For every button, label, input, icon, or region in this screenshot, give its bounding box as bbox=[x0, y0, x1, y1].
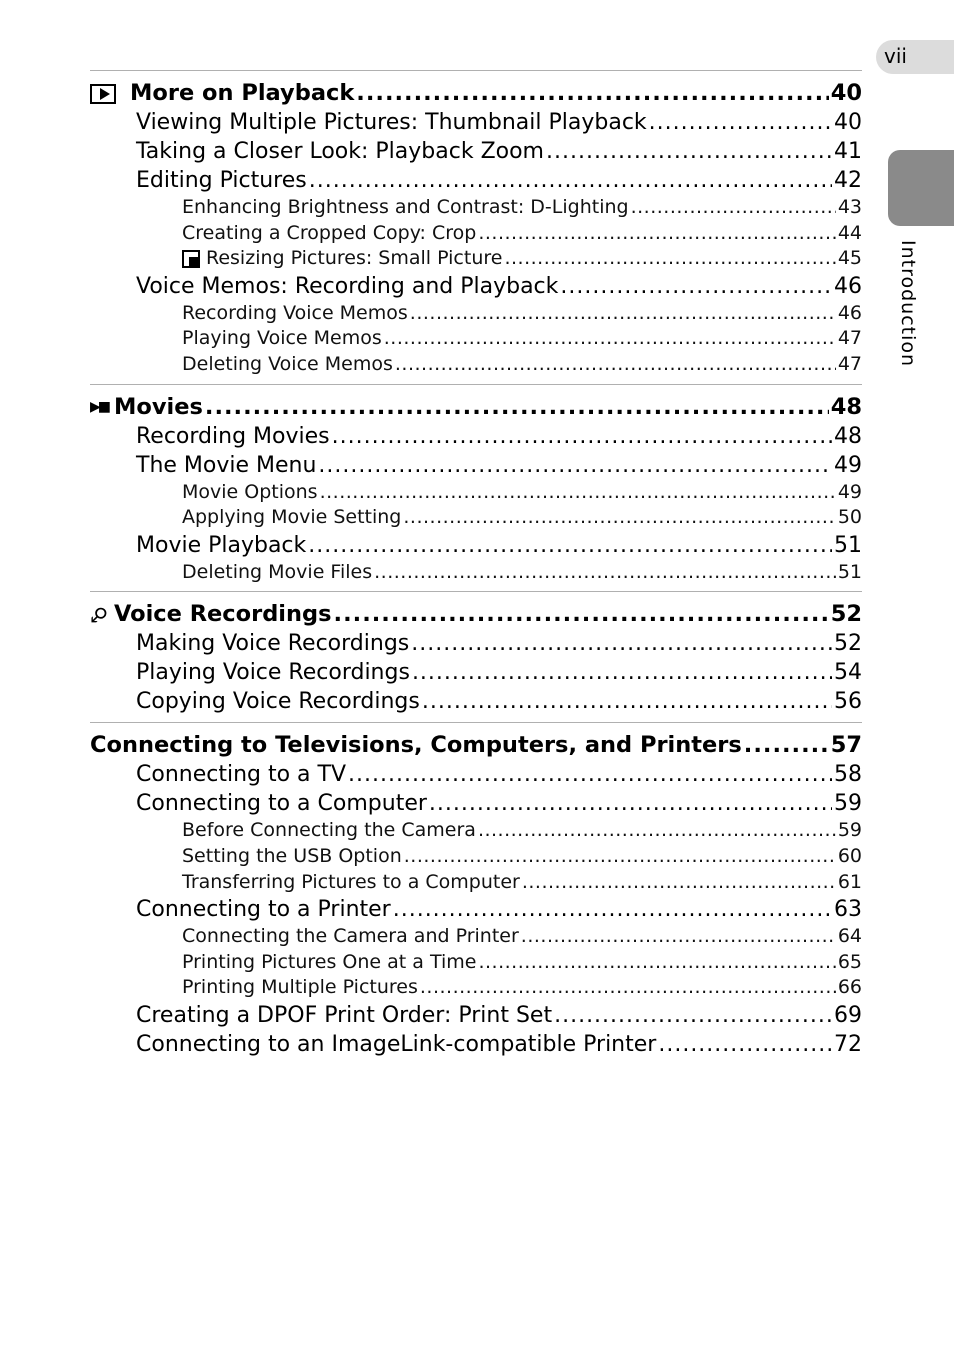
toc-entry[interactable] bbox=[90, 760, 862, 789]
toc-entry-title bbox=[182, 560, 372, 586]
toc-entry-title bbox=[182, 818, 476, 844]
toc-entry-text: Before Connecting the Camera bbox=[182, 819, 476, 842]
toc-page-number: 52 bbox=[830, 601, 862, 628]
leader-dots bbox=[412, 658, 832, 687]
page-number: vii bbox=[884, 44, 907, 68]
leader-dots bbox=[403, 505, 835, 531]
leader-dots bbox=[554, 1001, 832, 1030]
toc-page-number: 69 bbox=[834, 1002, 862, 1028]
toc-page-number: 56 bbox=[834, 689, 862, 715]
toc-page-number: 59 bbox=[837, 819, 862, 842]
leader-dots bbox=[420, 975, 836, 1001]
toc-entry[interactable] bbox=[90, 246, 862, 272]
toc-page-number: 46 bbox=[834, 273, 862, 299]
toc-entry-title bbox=[136, 272, 558, 301]
leader-dots bbox=[320, 480, 836, 506]
toc-chapter-entry[interactable] bbox=[90, 393, 862, 422]
toc-entry[interactable] bbox=[90, 451, 862, 480]
leader-dots bbox=[205, 393, 829, 422]
leader-dots bbox=[478, 221, 835, 247]
toc-entry-text: Movie Options bbox=[182, 480, 318, 503]
toc-entry-title bbox=[136, 166, 307, 195]
toc-entry-text: Movie Playback bbox=[136, 532, 307, 558]
toc-entry-title bbox=[182, 326, 382, 352]
toc-entry-text: The Movie Menu bbox=[136, 452, 317, 478]
toc-page-number: 64 bbox=[837, 925, 862, 948]
leader-dots bbox=[744, 731, 829, 760]
toc-entry-title bbox=[182, 975, 418, 1001]
leader-dots bbox=[393, 895, 832, 924]
leader-dots bbox=[309, 166, 832, 195]
toc-section bbox=[90, 384, 862, 592]
toc-entry-title bbox=[136, 451, 316, 480]
toc-entry[interactable] bbox=[90, 352, 862, 378]
toc-entry-title bbox=[182, 246, 502, 272]
toc-entry-title bbox=[136, 531, 306, 560]
leader-dots bbox=[332, 422, 832, 451]
toc-page-number: 44 bbox=[837, 221, 862, 244]
movie-camera-icon: ▶■ bbox=[90, 399, 108, 416]
leader-dots bbox=[308, 531, 832, 560]
toc-entry[interactable] bbox=[90, 560, 862, 586]
toc-entry-text: Copying Voice Recordings bbox=[136, 689, 420, 715]
leader-dots bbox=[522, 870, 836, 896]
toc-entry-text: Voice Recordings bbox=[113, 601, 332, 628]
toc-entry[interactable] bbox=[90, 1030, 862, 1059]
toc-page-number: 72 bbox=[834, 1031, 862, 1057]
leader-dots bbox=[546, 137, 832, 166]
toc-section bbox=[90, 591, 862, 722]
toc-entry[interactable] bbox=[90, 924, 862, 950]
toc-page-number: 47 bbox=[837, 352, 862, 375]
toc-entry[interactable] bbox=[90, 950, 862, 976]
toc-entry-title bbox=[182, 870, 520, 896]
toc-page-number: 49 bbox=[837, 480, 862, 503]
chapter-tab bbox=[888, 150, 954, 226]
toc-entry[interactable] bbox=[90, 272, 862, 301]
toc-page-number: 57 bbox=[830, 732, 862, 759]
toc-entry-title bbox=[136, 895, 391, 924]
toc-entry-title bbox=[90, 393, 203, 422]
toc-entry-text: Deleting Movie Files bbox=[182, 560, 373, 583]
toc-entry-text: Creating a Cropped Copy: Crop bbox=[182, 221, 477, 244]
toc-section bbox=[90, 70, 862, 384]
toc-page-number: 45 bbox=[837, 247, 862, 270]
toc-page-number: 46 bbox=[837, 301, 862, 324]
leader-dots bbox=[374, 560, 836, 586]
toc-entry-text: Recording Movies bbox=[136, 423, 330, 449]
toc-entry-text: Voice Memos: Recording and Playback bbox=[136, 273, 559, 299]
toc-entry-text: Deleting Voice Memos bbox=[182, 352, 393, 375]
toc-entry-title bbox=[182, 195, 629, 221]
leader-dots bbox=[429, 789, 832, 818]
leader-dots bbox=[521, 924, 836, 950]
toc-entry-text: Editing Pictures bbox=[136, 168, 307, 193]
leader-dots bbox=[384, 326, 836, 352]
toc-page-number: 51 bbox=[837, 560, 862, 583]
toc-entry-text: Connecting the Camera and Printer bbox=[182, 925, 519, 948]
toc-page-number: 48 bbox=[830, 393, 862, 420]
toc-entry[interactable] bbox=[90, 195, 862, 221]
chapter-tab-label: Introduction bbox=[897, 240, 919, 368]
toc-entry-title bbox=[90, 79, 354, 108]
toc-page-number: 40 bbox=[834, 110, 862, 135]
toc-page-number: 54 bbox=[834, 660, 862, 686]
toc-entry-text: Printing Multiple Pictures bbox=[182, 976, 418, 999]
toc-entry-title bbox=[182, 924, 519, 950]
toc-entry-title bbox=[136, 760, 346, 789]
toc-entry-title bbox=[136, 422, 330, 451]
toc-page-number: 49 bbox=[834, 452, 862, 478]
toc-entry-text: Connecting to a TV bbox=[136, 762, 347, 788]
toc-page-number: 48 bbox=[834, 423, 862, 449]
toc-entry-title bbox=[136, 137, 544, 166]
toc-entry[interactable] bbox=[90, 789, 862, 818]
toc-entry-text: Resizing Pictures: Small Picture bbox=[206, 247, 503, 270]
toc-entry[interactable] bbox=[90, 326, 862, 352]
toc-entry[interactable] bbox=[90, 505, 862, 531]
toc-entry-title bbox=[136, 108, 647, 137]
toc-entry-text: Enhancing Brightness and Contrast: D-Lighting bbox=[182, 196, 629, 218]
leader-dots bbox=[411, 629, 832, 658]
toc-entry-text: More on Playback bbox=[130, 80, 355, 106]
toc-entry-title bbox=[136, 1001, 552, 1030]
toc-entry[interactable] bbox=[90, 221, 862, 247]
toc-entry-title bbox=[136, 789, 427, 818]
toc-entry[interactable] bbox=[90, 687, 862, 716]
toc-entry-text: Connecting to an ImageLink-compatible Printer bbox=[136, 1031, 657, 1057]
toc-page-number: 58 bbox=[834, 762, 862, 788]
toc-entry[interactable] bbox=[90, 422, 862, 451]
leader-dots bbox=[334, 600, 829, 629]
leader-dots bbox=[478, 950, 835, 976]
play-icon bbox=[90, 84, 116, 104]
toc-page-number: 65 bbox=[837, 950, 862, 973]
toc-page-number: 43 bbox=[837, 196, 862, 218]
toc-chapter-entry[interactable] bbox=[90, 731, 862, 760]
table-of-contents bbox=[90, 70, 862, 1065]
toc-section bbox=[90, 722, 862, 1065]
small-picture-icon bbox=[182, 250, 200, 268]
toc-entry[interactable] bbox=[90, 818, 862, 844]
leader-dots bbox=[410, 301, 836, 327]
toc-entry[interactable] bbox=[90, 301, 862, 327]
toc-entry-title bbox=[182, 352, 393, 378]
toc-page-number: 42 bbox=[834, 168, 862, 193]
toc-entry[interactable] bbox=[90, 166, 862, 195]
leader-dots bbox=[631, 195, 836, 221]
microphone-icon: ♂ bbox=[90, 602, 108, 627]
toc-entry-text: Movies bbox=[114, 393, 203, 420]
toc-entry-text: Playing Voice Memos bbox=[182, 327, 382, 350]
leader-dots bbox=[504, 246, 835, 272]
toc-entry[interactable] bbox=[90, 629, 862, 658]
toc-entry-title bbox=[136, 658, 410, 687]
toc-entry[interactable] bbox=[90, 480, 862, 506]
toc-entry-title bbox=[136, 629, 409, 658]
leader-dots bbox=[356, 79, 828, 108]
toc-entry-title bbox=[182, 505, 401, 531]
toc-entry-title bbox=[182, 301, 408, 327]
toc-entry[interactable] bbox=[90, 531, 862, 560]
toc-entry-text: Connecting to Televisions, Computers, and Printers bbox=[90, 732, 742, 759]
leader-dots bbox=[649, 108, 832, 137]
toc-page-number: 52 bbox=[834, 631, 862, 657]
leader-dots bbox=[658, 1030, 832, 1059]
toc-page-number: 66 bbox=[837, 976, 862, 999]
toc-entry-text: Viewing Multiple Pictures: Thumbnail Playback bbox=[136, 110, 647, 135]
toc-entry[interactable] bbox=[90, 137, 862, 166]
toc-page-number: 40 bbox=[830, 80, 862, 106]
toc-entry[interactable] bbox=[90, 895, 862, 924]
leader-dots bbox=[478, 818, 836, 844]
leader-dots bbox=[422, 687, 832, 716]
toc-entry-title bbox=[182, 844, 402, 870]
toc-entry-title bbox=[136, 1030, 656, 1059]
toc-page-number: 61 bbox=[837, 870, 862, 893]
toc-entry-text: Transferring Pictures to a Computer bbox=[182, 870, 520, 893]
toc-page-number: 47 bbox=[837, 327, 862, 350]
toc-entry-title bbox=[90, 600, 332, 629]
toc-entry[interactable] bbox=[90, 844, 862, 870]
toc-entry-title bbox=[182, 950, 476, 976]
toc-entry-text: Connecting to a Computer bbox=[136, 791, 427, 817]
toc-chapter-entry[interactable] bbox=[90, 600, 862, 629]
toc-page-number: 41 bbox=[834, 139, 862, 164]
toc-entry-text: Setting the USB Option bbox=[182, 844, 402, 867]
toc-page-number: 50 bbox=[837, 506, 862, 529]
toc-entry-text: Connecting to a Printer bbox=[136, 897, 391, 923]
toc-page-number: 51 bbox=[834, 532, 862, 558]
toc-page-number: 60 bbox=[837, 844, 862, 867]
leader-dots bbox=[395, 352, 836, 378]
toc-entry-title bbox=[90, 731, 742, 760]
toc-entry-text: Printing Pictures One at a Time bbox=[182, 950, 477, 973]
toc-entry-title bbox=[182, 480, 318, 506]
toc-entry[interactable] bbox=[90, 975, 862, 1001]
toc-entry-text: Taking a Closer Look: Playback Zoom bbox=[136, 139, 544, 164]
toc-page-number: 63 bbox=[834, 897, 862, 923]
toc-page-number: 59 bbox=[834, 791, 862, 817]
leader-dots bbox=[560, 272, 832, 301]
toc-entry-text: Recording Voice Memos bbox=[182, 301, 408, 324]
leader-dots bbox=[348, 760, 832, 789]
toc-entry-text: Applying Movie Setting bbox=[182, 506, 402, 529]
toc-entry-text: Making Voice Recordings bbox=[136, 631, 410, 657]
toc-entry-title bbox=[182, 221, 476, 247]
toc-entry-text: Playing Voice Recordings bbox=[136, 660, 410, 686]
toc-entry[interactable] bbox=[90, 658, 862, 687]
toc-entry[interactable] bbox=[90, 1001, 862, 1030]
leader-dots bbox=[318, 451, 832, 480]
leader-dots bbox=[404, 844, 836, 870]
toc-entry[interactable] bbox=[90, 870, 862, 896]
toc-entry[interactable] bbox=[90, 108, 862, 137]
toc-entry-title bbox=[136, 687, 420, 716]
toc-entry-text: Creating a DPOF Print Order: Print Set bbox=[136, 1002, 553, 1028]
toc-chapter-entry[interactable] bbox=[90, 79, 862, 108]
